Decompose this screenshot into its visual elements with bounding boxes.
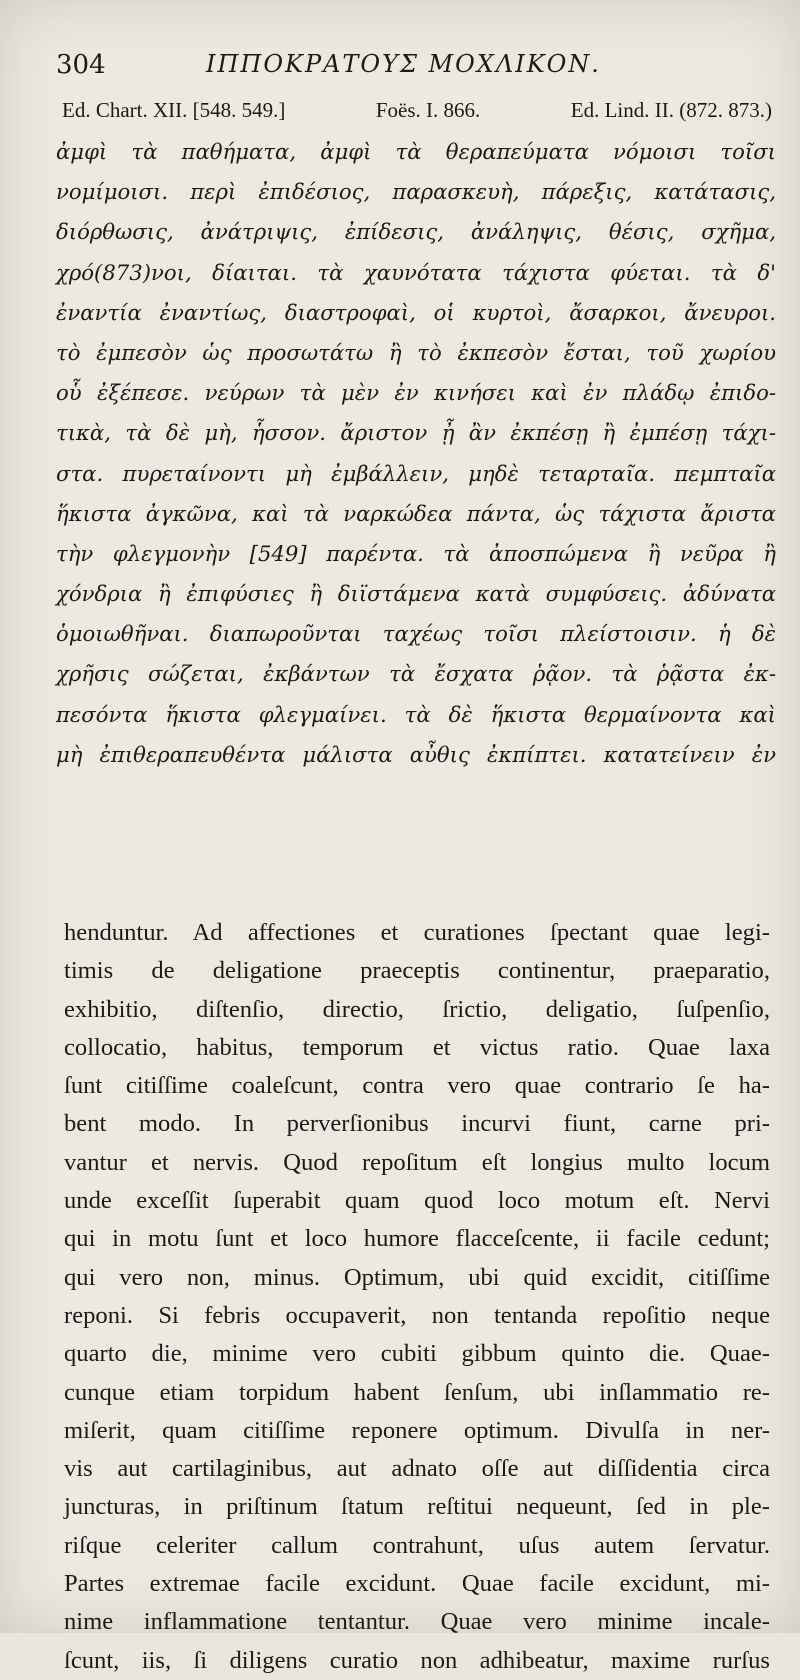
greek-text-line: χρῆσις σώζεται, ἐκβάντων τὰ ἔσχατα ῥᾷον. τὰ ῥᾷστα ἐκ- — [56, 661, 776, 687]
latin-text-line: juncturas, in priſtinum ſtatum reſtitui nequeunt, ſed in ple- — [64, 1493, 770, 1521]
latin-text-block — [64, 914, 770, 1680]
page-number: 304 — [56, 50, 106, 80]
greek-text-line: ὁμοιωθῆναι. διαπωροῦνται ταχέως τοῖσι πλείστοισιν. ἡ δὲ — [56, 621, 776, 647]
latin-text-line: ſcunt, iis, ſi diligens curatio non adhibeatur, maxime rurſus — [64, 1646, 770, 1674]
latin-text-line: unde exceſſit ſuperabit quam quod loco motum eſt. Nervi — [64, 1187, 770, 1215]
latin-text-line: reponi. Si febris occupaverit, non tentanda repoſitio neque — [64, 1301, 770, 1329]
greek-text-block — [56, 132, 776, 775]
greek-text-line: χόνδρια ἢ ἐπιφύσιες ἢ διϊστάμενα κατὰ συμφύσεις. ἀδύνατα — [56, 581, 776, 607]
latin-text-line: timis de deligatione praeceptis continentur, praeparatio, — [64, 957, 770, 985]
latin-text-line: ſunt citiſſime coaleſcunt, contra vero quae contrario ſe ha- — [64, 1072, 770, 1100]
reference-linden: Ed. Lind. II. (872. 873.) — [570, 98, 772, 122]
latin-text-line: vis aut cartilaginibus, aut adnato oſſe aut diſſidentia circa — [64, 1455, 770, 1483]
greek-text-line: ἀμφὶ τὰ παθήματα, ἀμφὶ τὰ θεραπεύματα νόμοισι τοῖσι — [56, 139, 776, 164]
latin-text-line: qui in motu ſunt et loco humore flacceſcente, ii facile cedunt; — [64, 1225, 770, 1253]
greek-text-line: πεσόντα ἥκιστα φλεγμαίνει. τὰ δὲ ἥκιστα θερμαίνοντα καὶ — [56, 701, 776, 727]
greek-text-line: τὴν φλεγμονὴν [549] παρέντα. τὰ ἀποσπώμενα ἢ νεῦρα ἢ — [56, 540, 776, 566]
greek-text-line: οὗ ἐξέπεσε. νεύρων τὰ μὲν ἐν κινήσει καὶ ἐν πλάδῳ ἐπιδο- — [56, 380, 776, 406]
greek-text-line: διόρθωσις, ἀνάτριψις, ἐπίδεσις, ἀνάληψις, θέσις, σχῆμα, — [56, 219, 776, 245]
greek-text-line: μὴ ἐπιθεραπευθέντα μάλιστα αὖθις ἐκπίπτει. κατατείνειν ἐν — [56, 741, 776, 767]
latin-text-line: cunque etiam torpidum habent ſenſum, ubi inſlammatio re- — [64, 1378, 770, 1406]
latin-text-line: Partes extremae facile excidunt. Quae facile excidunt, mi- — [64, 1570, 770, 1598]
reference-foes: Foës. I. 866. — [375, 98, 481, 122]
latin-text-line: vantur et nervis. Quod repoſitum eſt longius multo locum — [64, 1148, 770, 1176]
latin-text-line: miſerit, quam citiſſime reponere optimum. Divulſa in ner- — [64, 1416, 770, 1444]
greek-text-line: στα. πυρεταίνοντι μὴ ἐμβάλλειν, μηδὲ τεταρταῖα. πεμπταῖα — [56, 460, 776, 486]
greek-text-line: ἐναντία ἐναντίως, διαστροφαὶ, οἱ κυρτοὶ, ἄσαρκοι, ἄνευροι. — [56, 299, 776, 325]
latin-text-line: exhibitio, diſtenſio, directio, ſrictio, deligatio, ſuſpenſio, — [64, 995, 770, 1023]
edition-references — [62, 98, 772, 123]
page-header — [56, 50, 760, 90]
latin-text-line: henduntur. Ad affectiones et curationes ſpectant quae legi- — [64, 919, 770, 946]
greek-text-line: ἥκιστα ἀγκῶνα, καὶ τὰ ναρκώδεα πάντα, ὡς τάχιστα ἄριστα — [56, 500, 776, 526]
latin-text-line: riſque celeriter callum contrahunt, uſus autem ſervatur. — [64, 1531, 770, 1559]
greek-text-line: τικὰ, τὰ δὲ μὴ, ἧσσον. ἄριστον ᾖ ἂν ἐκπέσῃ ἢ ἐμπέσῃ τάχι- — [56, 420, 776, 446]
greek-text-line: χρό(873)νοι, δίαιται. τὰ χαυνότατα τάχιστα φύεται. τὰ δ' — [56, 259, 776, 285]
latin-text-line: nime inflammatione tentantur. Quae vero minime incale- — [64, 1608, 770, 1636]
latin-text-line: collocatio, habitus, temporum et victus ratio. Quae laxa — [64, 1033, 770, 1061]
greek-text-line: τὸ ἐμπεσὸν ὡς προσωτάτω ἢ τὸ ἐκπεσὸν ἔσται, τοῦ χωρίου — [56, 339, 776, 365]
latin-text-line: qui vero non, minus. Optimum, ubi quid excidit, citiſſime — [64, 1263, 770, 1291]
reference-chartier: Ed. Chart. XII. [548. 549.] — [62, 98, 286, 122]
running-title: ΙΠΠΟΚΡΑΤΟΥΣ ΜΟΧΛΙΚΟΝ. — [206, 50, 601, 78]
latin-text-line: bent modo. In perverſionibus incurvi fiunt, carne pri- — [64, 1110, 770, 1138]
greek-text-line: νομίμοισι. περὶ ἐπιδέσιος, παρασκευὴ, πάρεξις, κατάτασις, — [56, 179, 776, 205]
latin-text-line: quarto die, minime vero cubiti gibbum quinto die. Quae- — [64, 1340, 770, 1368]
